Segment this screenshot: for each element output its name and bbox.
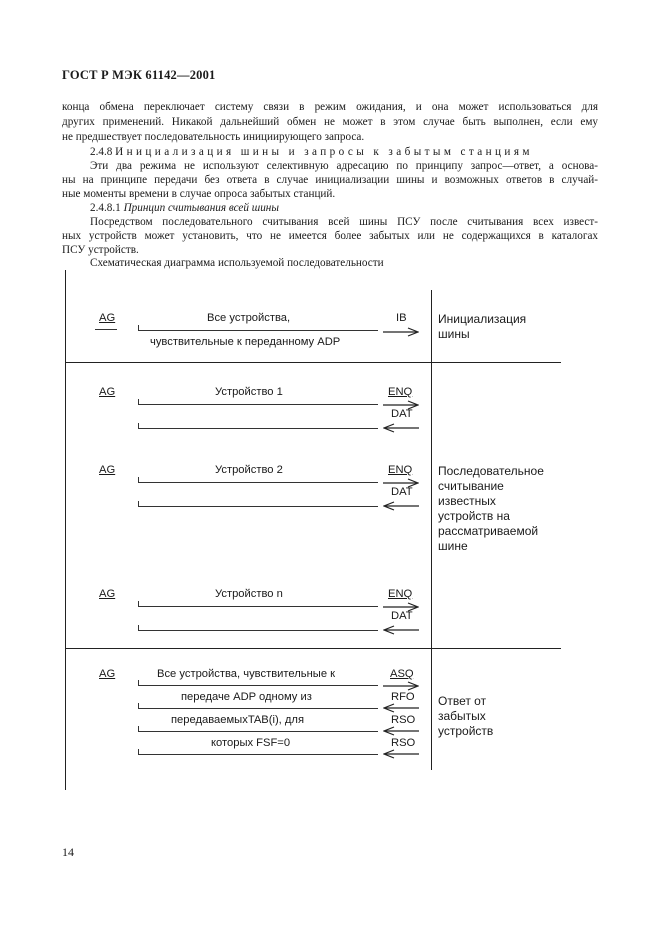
left-arrow-icon xyxy=(383,726,419,736)
ag-label-devn: AG xyxy=(99,588,116,600)
frame-bar xyxy=(138,506,378,507)
frame-left-border xyxy=(65,270,66,790)
frame-tick xyxy=(138,749,139,755)
device-1-label: Устройство 1 xyxy=(215,386,283,398)
frame-tick xyxy=(138,680,139,686)
known-right-label-5: рассматриваемой xyxy=(438,524,539,538)
forgotten-text-line-4: которых FSF=0 xyxy=(211,737,291,749)
forgotten-right-label-2: забытых xyxy=(438,709,486,723)
frame-tick xyxy=(138,325,139,331)
section-248-line-2: ны на принципе передачи без ответа в случае инициализации шины и возможных ответов в случай- xyxy=(62,174,598,186)
frame-tick xyxy=(138,423,139,429)
intro-line-1: конца обмена переключает систему связи в режим ожидания, и она может использоваться для xyxy=(62,101,598,113)
enq-code: ENQ xyxy=(388,588,413,600)
forgotten-text-line-2: передаче ADP одному из xyxy=(181,691,312,703)
enq-code: ENQ xyxy=(388,464,413,476)
forgotten-text-line-1: Все устройства, чувствительные к xyxy=(157,668,336,680)
left-arrow-icon xyxy=(383,703,419,713)
left-arrow-icon xyxy=(383,423,419,433)
ag-label-forgotten: AG xyxy=(99,668,116,680)
forgotten-text-line-3: передаваемыхTAB(i), для xyxy=(171,714,305,726)
init-text-line-2: чувствительные к переданному ADP xyxy=(150,336,341,348)
frame-tick xyxy=(138,601,139,607)
intro-line-3: не предшествует последовательность инициирующего запроса. xyxy=(62,131,365,143)
frame-bar xyxy=(138,630,378,631)
ag-label-dev1: AG xyxy=(99,386,116,398)
rso-code: RSO xyxy=(391,737,416,749)
frame-tick xyxy=(138,477,139,483)
rso-code: RSO xyxy=(391,714,416,726)
known-right-label-4: устройств на xyxy=(438,509,510,523)
frame-tick xyxy=(138,399,139,405)
section-248-number: 2.4.8 xyxy=(90,146,113,158)
init-right-label-1: Инициализация xyxy=(438,312,527,326)
section-2481-title: Принцип считывания всей шины xyxy=(123,202,279,214)
known-right-label-2: считывание xyxy=(438,479,504,493)
left-arrow-icon xyxy=(383,625,419,635)
page-number: 14 xyxy=(62,845,74,859)
section-2481-line-3: ПСУ устройств. xyxy=(62,244,139,256)
section-1-separator xyxy=(65,362,561,363)
ag-label-dev2: AG xyxy=(99,464,116,476)
section-2-separator xyxy=(65,648,561,649)
rfo-code: RFO xyxy=(391,691,415,703)
forgotten-right-label-3: устройств xyxy=(438,724,494,738)
device-2-label: Устройство 2 xyxy=(215,464,283,476)
asq-code: ASQ xyxy=(390,668,414,680)
right-arrow-icon xyxy=(383,327,419,337)
frame-bar xyxy=(138,708,378,709)
init-right-label-2: шины xyxy=(438,327,470,341)
frame-bar xyxy=(138,428,378,429)
known-right-label-6: шине xyxy=(438,539,468,553)
sequence-diagram xyxy=(65,270,595,790)
known-right-label-1: Последовательное xyxy=(438,464,544,478)
section-248-title: Инициализация шины и запросы к забытым станциям xyxy=(115,146,533,158)
device-n-label: Устройство n xyxy=(215,588,283,600)
document-header: ГОСТ Р МЭК 61142—2001 xyxy=(62,68,216,82)
left-arrow-icon xyxy=(383,749,419,759)
init-text-line-1: Все устройства, xyxy=(207,312,291,324)
frame-tick xyxy=(138,625,139,631)
frame-tick xyxy=(138,501,139,507)
frame-tick xyxy=(138,726,139,732)
frame-bar xyxy=(138,731,378,732)
forgotten-right-label-1: Ответ от xyxy=(438,694,487,708)
dat-code: DAT xyxy=(391,486,413,498)
section-248-line-3: ные моменты времени в случае опроса забытых станций. xyxy=(62,188,336,200)
ag-bracket-line xyxy=(95,329,117,330)
dat-code: DAT xyxy=(391,408,413,420)
ib-code: IB xyxy=(396,312,407,324)
frame-bar xyxy=(138,606,378,607)
frame-bar xyxy=(138,685,378,686)
frame-bar xyxy=(138,482,378,483)
diagram-caption: Схематическая диаграмма используемой последовательности xyxy=(90,257,384,269)
section-2481-line-1: Посредством последовательного считывания всей шины ПСУ после считывания всех извест- xyxy=(90,216,598,228)
intro-line-2: других применений. Никакой дальнейший обмен не может в этом случае быть выполнен, если ему xyxy=(62,116,598,128)
dat-code: DAT xyxy=(391,610,413,622)
section-248-line-1: Эти два режима не используют селективную адресацию по принципу запрос—ответ, а основа- xyxy=(90,160,598,172)
enq-code: ENQ xyxy=(388,386,413,398)
frame-bar xyxy=(138,754,378,755)
known-right-label-3: известных xyxy=(438,494,496,508)
frame-bar xyxy=(138,404,378,405)
left-arrow-icon xyxy=(383,501,419,511)
section-2481-line-2: ных устройств может установить, что не имеется более забытых или не содержащихся в каталогах xyxy=(62,230,598,242)
frame-bar xyxy=(138,330,378,331)
section-2481-number: 2.4.8.1 xyxy=(90,202,121,214)
right-arrow-icon xyxy=(383,681,419,691)
frame-tick xyxy=(138,703,139,709)
ag-label-init: AG xyxy=(99,312,116,324)
